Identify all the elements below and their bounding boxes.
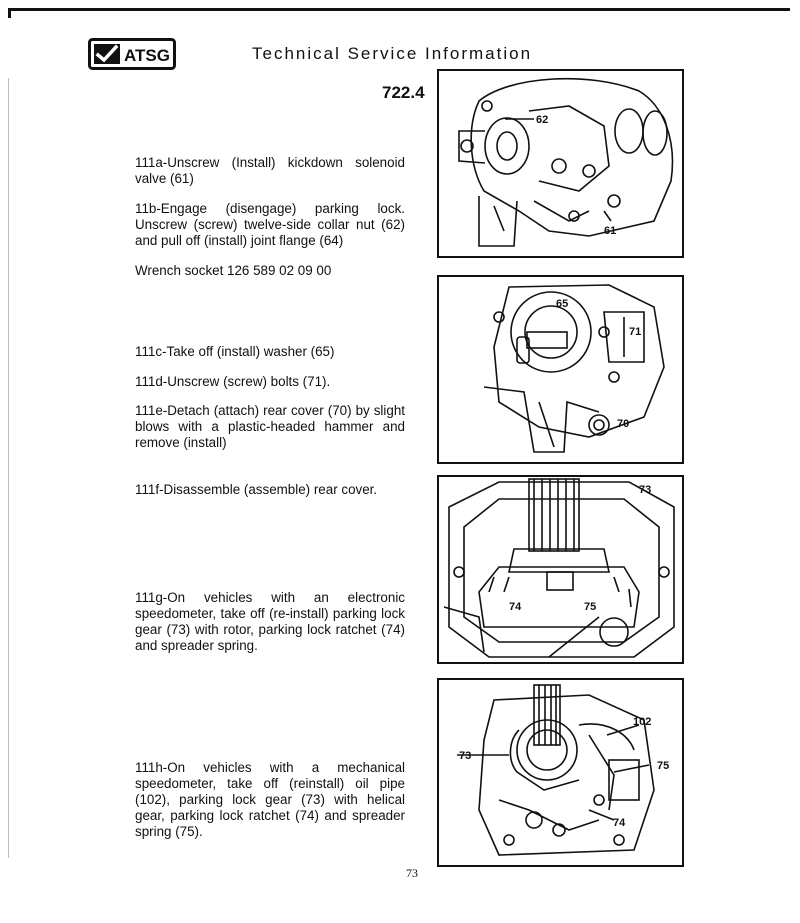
logo-text: ATSG [124,46,170,65]
step-111e: 111e-Detach (attach) rear cover (70) by slight blows with a plastic-headed hammer and remove (install) [135,403,405,450]
step-111f: 111f-Disassemble (assemble) rear cover. [135,482,378,497]
header-rule [8,8,790,11]
step-111g: 111g-On vehicles with an electronic speedometer, take off (re-install) parking lock gear (73) with rotor, parking lock ratchet (74) and spreader spring. [135,590,405,653]
callout-75: 75 [657,760,670,772]
wrench-socket-note: Wrench socket 126 589 02 09 00 [135,263,332,278]
step-111a: 111a-Unscrew (Install) kickdown solenoid valve (61) [135,155,405,186]
atsg-logo [88,38,176,70]
callout-75: 75 [584,601,597,613]
callout-70: 70 [617,418,630,430]
callout-74: 74 [509,601,522,613]
scan-edge-line [8,78,9,858]
callout-65: 65 [556,298,569,310]
page-number: 73 [406,866,418,880]
callout-61: 61 [604,225,617,237]
callout-71: 71 [629,326,642,338]
callout-102: 102 [633,716,652,728]
model-number: 722.4 [382,83,425,102]
callout-73: 73 [639,484,652,496]
header-title: Technical Service Information [252,44,533,63]
figure-kickdown-solenoid [437,69,684,258]
header-rule-tick [8,8,11,18]
callout-62: 62 [536,114,549,126]
figure-parking-lock-gear-electronic [437,475,684,664]
step-111h: 111h-On vehicles with a mechanical speedometer, take off (reinstall) oil pipe (102), parking lock gear (73) with helical gear, parking lock ratchet (74) and spreader spring (75). [135,760,405,839]
step-111b: 11b-Engage (disengage) parking lock. Unscrew (screw) twelve-side collar nut (62) and pull off (install) joint flange (64) [135,201,405,248]
figure-parking-lock-gear-mechanical [437,678,684,867]
figure-rear-cover [437,275,684,464]
step-111c: 111c-Take off (install) washer (65) [135,344,335,359]
callout-74: 74 [613,817,626,829]
callout-73: 73 [459,750,472,762]
step-111d: 111d-Unscrew (screw) bolts (71). [135,374,331,389]
